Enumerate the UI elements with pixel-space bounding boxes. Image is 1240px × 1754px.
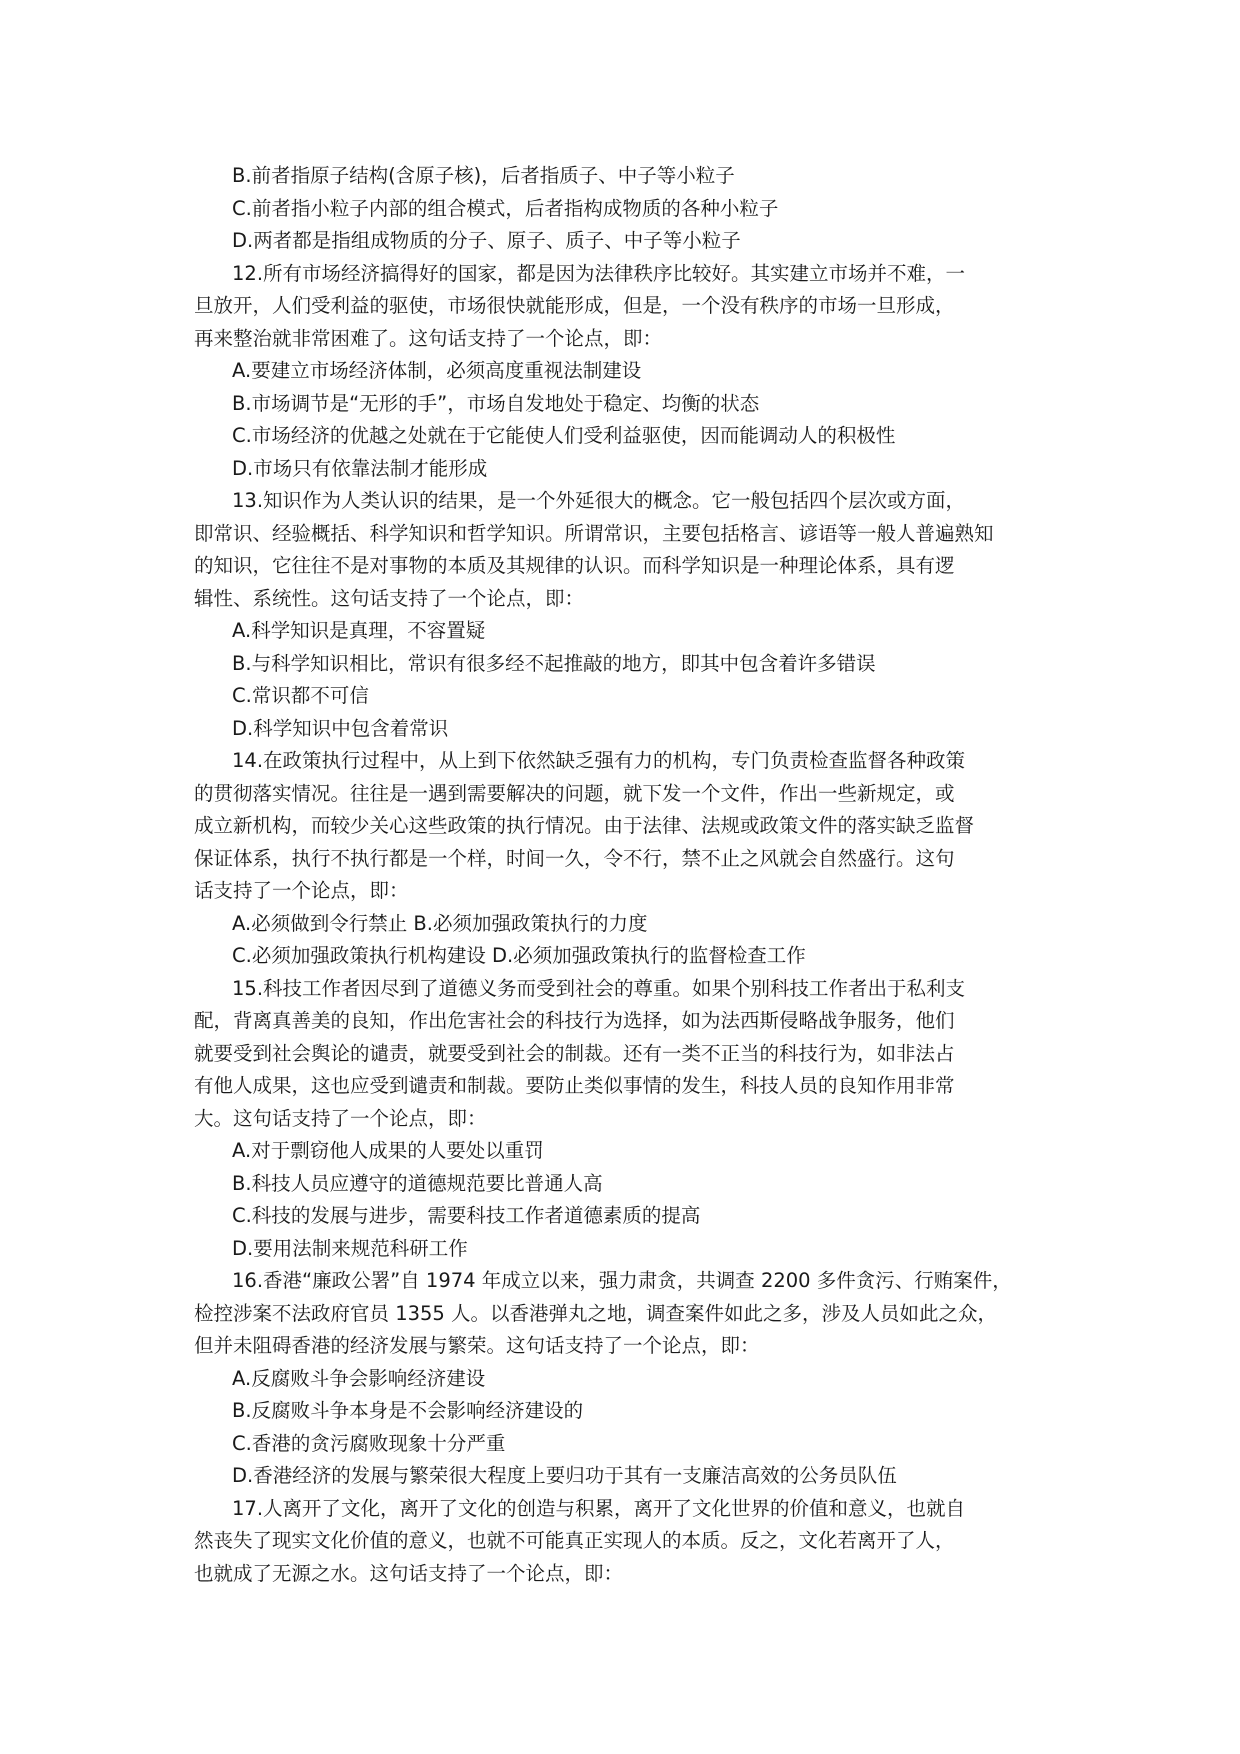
option-line: B.前者指原子结构(含原子核)，后者指质子、中子等小粒子 <box>232 164 735 187</box>
option-line: D.香港经济的发展与繁荣很大程度上要归功于其有一支廉洁高效的公务员队伍 <box>232 1464 897 1487</box>
text-line: 保证体系，执行不执行都是一个样，时间一久，令不行，禁不止之风就会自然盛行。这句 <box>194 846 955 870</box>
text-line: 配，背离真善美的良知，作出危害社会的科技行为选择，如为法西斯侵略战争服务，他们 <box>194 1009 955 1032</box>
text-line: 大。这句话支持了一个论点，即： <box>194 1106 487 1130</box>
text-line: 的贯彻落实情况。往往是一遇到需要解决的问题，就下发一个文件，作出一些新规定，或 <box>194 781 955 805</box>
question-line: 12.所有市场经济搞得好的国家，都是因为法律秩序比较好。其实建立市场并不难，一 <box>232 261 966 285</box>
question-line: 16.香港“廉政公署”自 1974 年成立以来，强力肃贪，共调查 2200 多件贪污、行贿案件， <box>232 1269 1012 1292</box>
document-body <box>194 160 1074 1590</box>
text-line: 但并未阻碍香港的经济发展与繁荣。这句话支持了一个论点，即： <box>194 1334 760 1357</box>
option-line: B.科技人员应遵守的道德规范要比普通人高 <box>232 1171 603 1195</box>
text-line: 辑性、系统性。这句话支持了一个论点，即： <box>194 586 585 610</box>
text-line: 话支持了一个论点，即： <box>194 879 409 902</box>
text-line: 再来整治就非常困难了。这句话支持了一个论点，即： <box>194 326 663 350</box>
question-line: 13.知识作为人类认识的结果，是一个外延很大的概念。它一般包括四个层次或方面， <box>232 489 966 512</box>
text-line: 旦放开，人们受利益的驱使，市场很快就能形成，但是，一个没有秩序的市场一旦形成， <box>194 294 955 317</box>
option-line: C.必须加强政策执行机构建设 D.必须加强政策执行的监督检查工作 <box>232 944 806 967</box>
text-line: 成立新机构，而较少关心这些政策的执行情况。由于法律、法规或政策文件的落实缺乏监督 <box>194 814 975 837</box>
option-line: B.与科学知识相比，常识有很多经不起推敲的地方，即其中包含着许多错误 <box>232 651 876 675</box>
question-line: 14.在政策执行过程中，从上到下依然缺乏强有力的机构，专门负责检查监督各种政策 <box>232 749 966 772</box>
text-line: 也就成了无源之水。这句话支持了一个论点，即： <box>194 1561 624 1585</box>
option-line: A.必须做到令行禁止 B.必须加强政策执行的力度 <box>232 911 648 935</box>
option-line: D.要用法制来规范科研工作 <box>232 1236 468 1260</box>
option-line: C.前者指小粒子内部的组合模式，后者指构成物质的各种小粒子 <box>232 196 779 220</box>
option-line: C.科技的发展与进步，需要科技工作者道德素质的提高 <box>232 1204 701 1227</box>
option-line: D.两者都是指组成物质的分子、原子、质子、中子等小粒子 <box>232 229 741 252</box>
text-line: 的知识，它往往不是对事物的本质及其规律的认识。而科学知识是一种理论体系，具有逻 <box>194 554 955 577</box>
text-line: 有他人成果，这也应受到谴责和制裁。要防止类似事情的发生，科技人员的良知作用非常 <box>194 1074 955 1097</box>
text-line: 然丧失了现实文化价值的意义，也就不可能真正实现人的本质。反之，文化若离开了人， <box>194 1529 955 1552</box>
option-line: D.市场只有依靠法制才能形成 <box>232 456 488 480</box>
option-line: B.市场调节是“无形的手”，市场自发地处于稳定、均衡的状态 <box>232 391 760 415</box>
option-line: A.对于剽窃他人成果的人要处以重罚 <box>232 1139 544 1162</box>
option-line: C.香港的贪污腐败现象十分严重 <box>232 1431 506 1455</box>
question-line: 15.科技工作者因尽到了道德义务而受到社会的尊重。如果个别科技工作者出于私利支 <box>232 976 966 1000</box>
option-line: C.常识都不可信 <box>232 684 369 707</box>
option-line: A.反腐败斗争会影响经济建设 <box>232 1366 486 1390</box>
option-line: A.科学知识是真理，不容置疑 <box>232 619 486 642</box>
text-line: 检控涉案不法政府官员 1355 人。以香港弹丸之地，调查案件如此之多，涉及人员如此之众， <box>194 1301 998 1325</box>
option-line: C.市场经济的优越之处就在于它能使人们受利益驱使，因而能调动人的积极性 <box>232 424 896 447</box>
option-line: D.科学知识中包含着常识 <box>232 716 449 740</box>
text-line: 就要受到社会舆论的谴责，就要受到社会的制裁。还有一类不正当的科技行为，如非法占 <box>194 1041 955 1065</box>
text-line: 即常识、经验概括、科学知识和哲学知识。所谓常识，主要包括格言、谚语等一般人普遍熟知 <box>194 521 994 545</box>
question-line: 17.人离开了文化，离开了文化的创造与积累，离开了文化世界的价值和意义，也就自 <box>232 1496 966 1520</box>
option-line: B.反腐败斗争本身是不会影响经济建设的 <box>232 1399 584 1422</box>
option-line: A.要建立市场经济体制，必须高度重视法制建设 <box>232 359 642 382</box>
